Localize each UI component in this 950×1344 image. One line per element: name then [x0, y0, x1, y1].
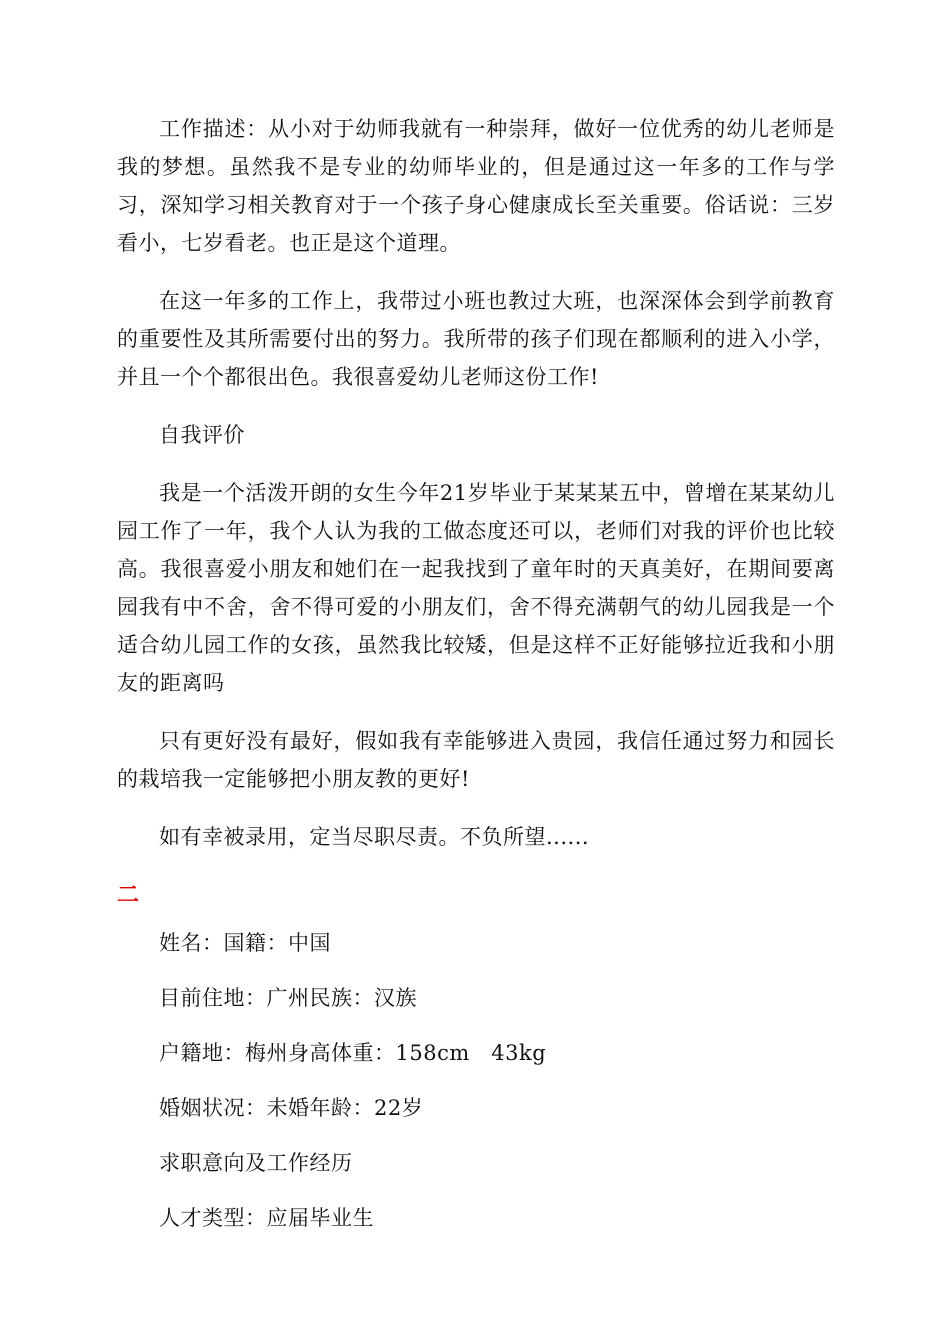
info-line-marital: 婚姻状况：未婚年龄：22岁 [159, 1096, 424, 1120]
document-page [117, 110, 835, 1237]
paragraph-work-experience: 在这一年多的工作上，我带过小班也教过大班，也深深体会到学前教育的重要性及其所需要付出的努力。我所带的孩子们现在都顺利的进入小学，并且一个个都很出色。我很喜爱幼儿老师这份工作! [117, 289, 835, 389]
paragraph-self-evaluation: 我是一个活泼开朗的女生今年21岁毕业于某某某五中，曾增在某某幼儿园工作了一年，我个人认为我的工做态度还可以，老师们对我的评价也比较高。我很喜爱小朋友和她们在一起我找到了童年时的天真美好，在期间要离园我有中不舍，舍不得可爱的小朋友们，舍不得充满朝气的幼儿园我是一个适合幼儿园工作的女孩，虽然我比较矮，但是这样不正好能够拉近我和小朋友的距离吗 [117, 481, 835, 695]
section-heading-two: 二 [117, 883, 140, 908]
paragraph-closing: 如有幸被录用，定当尽职尽责。不负所望...... [159, 825, 590, 849]
info-line-residence: 目前住地：广州民族：汉族 [159, 986, 417, 1010]
info-line-job-intention: 求职意向及工作经历 [159, 1151, 353, 1175]
info-line-hometown: 户籍地：梅州身高体重：158cm 43kg [159, 1041, 547, 1065]
heading-self-evaluation: 自我评价 [159, 423, 245, 447]
paragraph-aspiration: 只有更好没有最好，假如我有幸能够进入贵园，我信任通过努力和园长的栽培我一定能够把小朋友教的更好! [117, 729, 835, 791]
info-line-talent-type: 人才类型：应届毕业生 [159, 1206, 374, 1230]
paragraph-job-description: 工作描述：从小对于幼师我就有一种崇拜，做好一位优秀的幼儿老师是我的梦想。虽然我不是专业的幼师毕业的，但是通过这一年多的工作与学习，深知学习相关教育对于一个孩子身心健康成长至关重要。俗话说：三岁看小，七岁看老。也正是这个道理。 [117, 117, 835, 255]
info-line-name: 姓名：国籍：中国 [159, 931, 331, 955]
